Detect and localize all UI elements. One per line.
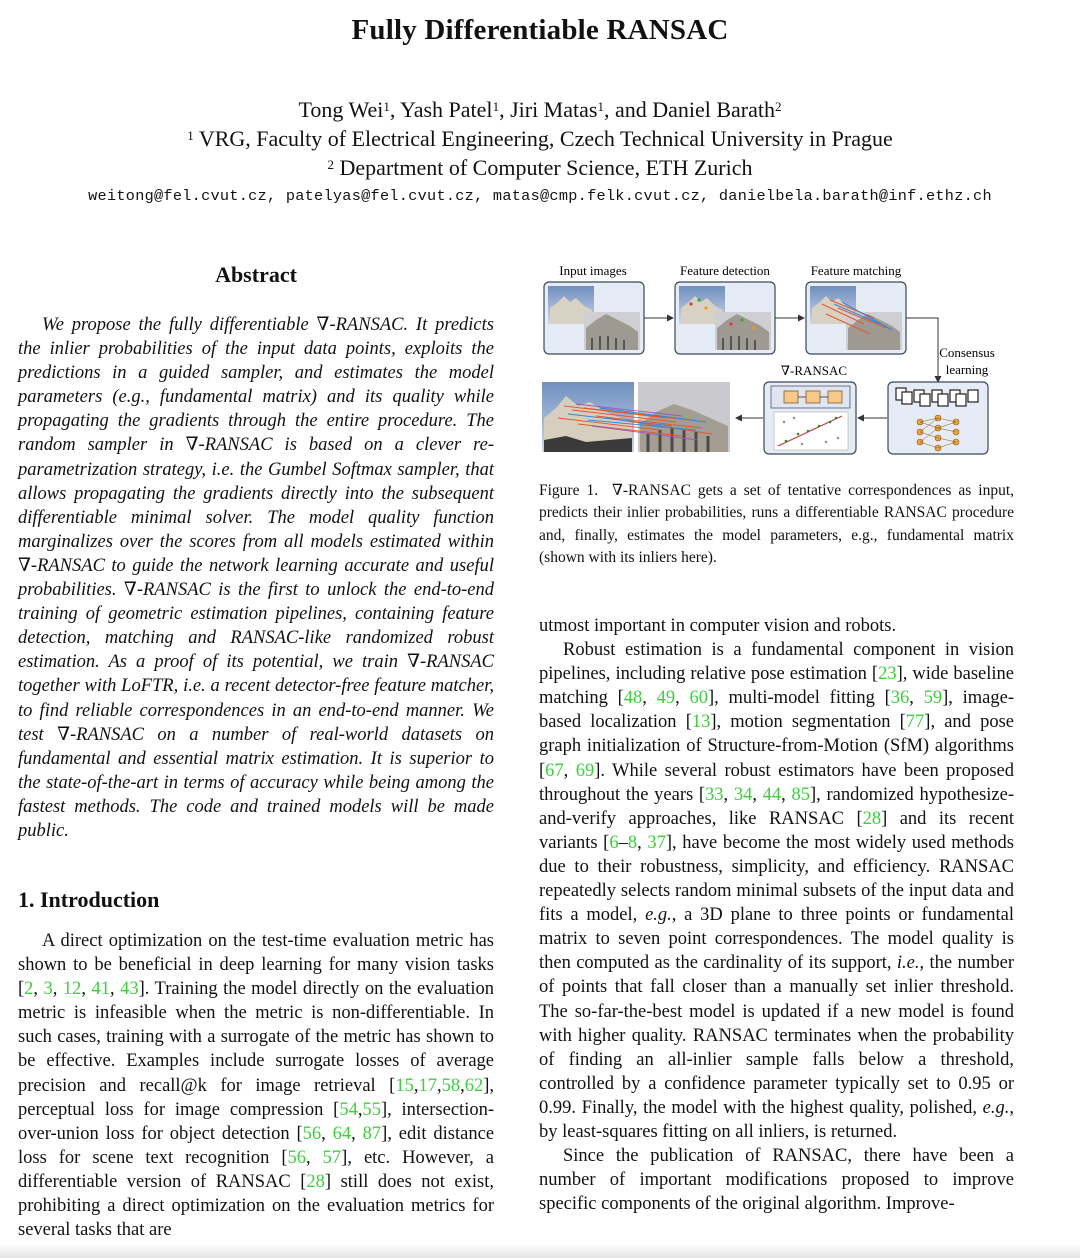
body-text: , [781, 784, 792, 805]
citation-link: 37 [647, 832, 666, 853]
body-text: , the number of points that fall closer than a manually set inlier threshold. The so-far-the-best model is updated if a new model is found with higher quality. RANSAC terminates when the probability of finding an all-inlier sample falls below a threshold, controlled by a confidence parameter typically set to 0.95 or 0.99. Finally, the model with the highest quality, polished, [539, 953, 1014, 1118]
body-text: ], multi-model fitting [ [707, 688, 891, 709]
body-text: ], perceptual loss for image compression [ [18, 1075, 494, 1120]
citation-link: 62 [464, 1075, 484, 1096]
affiliation-mark: 2 [327, 157, 334, 172]
affiliation-mark: 1 [597, 99, 604, 114]
affiliation-text: VRG, Faculty of Electrical Engineering, Czech Technical University in Prague [198, 126, 893, 151]
abstract-heading: Abstract [215, 262, 297, 287]
body-text: ], have become the most widely used methods due to their robustness, simplicity, and efficiency. RANSAC repeatedly selects random minimal subsets of the input data and fits a model, [539, 832, 1014, 926]
affiliation-text: Department of Computer Science, ETH Zurich [339, 155, 753, 180]
panel-input-images [544, 282, 644, 354]
body-text: , [460, 1075, 465, 1096]
citation-link: 60 [689, 688, 708, 709]
citation-link: 43 [120, 979, 139, 1000]
body-text: ], edit distance loss for scene text recognition [ [18, 1123, 495, 1168]
body-text: , [723, 784, 734, 805]
citation-link: 33 [705, 784, 724, 805]
citation-link: 58 [441, 1075, 461, 1096]
citation-link: 2 [24, 979, 34, 1000]
result-image-with-inliers [542, 382, 730, 452]
body-text: ] and its recent variants [ [539, 808, 1014, 853]
italic-text: i.e. [896, 953, 920, 974]
citation-link: 85 [791, 784, 810, 805]
abstract-text: We propose the fully differentiable ∇-RANSAC. It predicts the inlier probabilities of the input data points, exploits the predictions in a guided sampler, and estimates the model parameters (e.g., fundamental matrix) and its quality while propagating the gradients through the entire procedure. The random sampler in ∇-RANSAC is based on a clever re-parametrization strategy, i.e. the Gumbel Softmax sampler, that allows propagating the gradients directly into the subsequent differentiable minimal solver. The model quality function marginalizes over the scores from all models estimated within ∇-RANSAC to guide the network learning accurate and useful probabilities. ∇-RANSAC is the first to unlock the end-to-end training of geometric estimation pipelines, containing feature detection, matching and RANSAC-like randomized robust estimation. As a proof of its potential, we train ∇-RANSAC together with LoFTR, i.e. a recent detector-free feature matcher, to find reliable correspondences in an end-to-end manner. We test ∇-RANSAC on a number of real-world datasets on fundamental and essential matrix estimation. It is superior to the state-of-the-art in terms of accuracy while being among the fastest methods. The code and trained models will be made public. [18, 315, 494, 841]
citation-link: 48 [623, 688, 643, 709]
body-text: , [642, 688, 657, 709]
citation-link: 41 [91, 979, 110, 1000]
citation-link: 13 [691, 712, 711, 733]
paragraph-continuation: utmost important in computer vision and robots. [539, 616, 897, 636]
citation-link: 12 [62, 979, 82, 1000]
body-text: , [321, 1123, 333, 1144]
body-text: , [436, 1075, 442, 1096]
citation-link: 36 [890, 688, 910, 709]
citation-link: 6 [609, 832, 619, 853]
label-nabla-ransac: ∇-RANSAC [780, 363, 848, 378]
citation-link: 23 [878, 664, 897, 685]
affiliation-mark: 1 [492, 99, 500, 114]
citation-link: 28 [306, 1171, 325, 1192]
panel-feature-matching [806, 282, 906, 354]
right-column-body [539, 614, 1014, 1216]
caption-text: ∇-RANSAC gets a set of tentative correspondences as input, predicts their inlier probabilities, runs a differentiable RANSAC procedure and, finally, estimates the model parameters, e.g., fundamental matrix (shown with its inliers here). [539, 482, 1015, 567]
panel-nabla-ransac [764, 382, 856, 454]
citation-link: 57 [322, 1147, 342, 1168]
body-text: ], etc. However, a differentiable version of RANSAC [ [18, 1147, 495, 1192]
body-text: , [563, 760, 576, 781]
body-text: ], wide baseline matching [ [539, 664, 1014, 709]
citation-link: 69 [575, 760, 595, 781]
citation-link: 44 [762, 784, 782, 805]
label-learning: learning [945, 362, 989, 377]
body-text: , [675, 688, 690, 709]
body-text: , a 3D plane to three points or fundamental matrix to seven point correspondences. The model quality is then computed as the cardinality of its support, [539, 905, 1014, 974]
figure-1-caption [539, 480, 1014, 570]
caption-label: Figure 1. [539, 482, 599, 499]
body-text: Robust estimation is a fundamental component in vision pipelines, including relative pose estimation [ [539, 640, 1014, 685]
label-input-images: Input images [559, 263, 627, 278]
affiliation-mark: 1 [187, 128, 194, 143]
citation-link: 34 [733, 784, 753, 805]
affiliation-line [0, 153, 1080, 182]
citation-link: 15 [395, 1075, 414, 1096]
body-text: ]. While several robust estimators have been proposed throughout the years [ [539, 760, 1015, 805]
bottom-shadow [0, 1244, 1080, 1258]
citation-link: 28 [862, 808, 882, 829]
label-feature-detection: Feature detection [680, 263, 770, 278]
body-text: ], intersection-over-union loss for object detection [ [18, 1099, 494, 1144]
author-name: Tong Wei [298, 97, 384, 122]
citation-link: 3 [43, 979, 53, 1000]
body-text: , [752, 784, 763, 805]
panel-feature-detection [675, 282, 775, 354]
body-text: ] still does not exist, prohibiting a direct optimization on the evaluation metrics for several tasks that are [18, 1171, 494, 1241]
paragraph-robust-estimation [539, 638, 1014, 1144]
paper-title: Fully Differentiable RANSAC [351, 14, 729, 46]
citation-link: 49 [656, 688, 676, 709]
author-name: Jiri Matas [510, 97, 598, 122]
body-text: A direct optimization on the test-time evaluation metric has shown to be beneficial in deep learning for many vision tasks [ [18, 931, 494, 1000]
author-name: Daniel Barath [652, 97, 776, 122]
citation-link: 54 [339, 1099, 358, 1120]
affiliation-mark: 1 [383, 99, 390, 114]
citation-link: 59 [923, 688, 943, 709]
body-text: – [618, 832, 628, 853]
body-text: , [81, 979, 92, 1000]
body-text: , [52, 979, 63, 1000]
body-text: ]. Training the model directly on the evaluation metric is infeasible when the metric is non-differentiable. In such cases, training with a surrogate of the metric has shown to be effective. Examples include surrogate losses of average precision and recall@k for image retrieval [ [18, 979, 494, 1096]
label-consensus: Consensus [939, 345, 995, 360]
author-emails: weitong@fel.cvut.cz, patelyas@fel.cvut.cz, matas@cmp.felk.cvut.cz, danielbela.barath@inf.ethz.ch [88, 187, 992, 205]
section-heading-introduction: 1. Introduction [18, 887, 160, 912]
introduction-paragraph [18, 929, 494, 1242]
body-text: ], motion segmentation [ [710, 712, 906, 733]
citation-link: 55 [362, 1099, 381, 1120]
body-text: , [637, 832, 648, 853]
author-name: Yash Patel [400, 97, 493, 122]
label-feature-matching: Feature matching [810, 263, 902, 278]
body-text: , by least-squares fitting on all inliers, is returned. [539, 1097, 1014, 1142]
panel-consensus-network [888, 382, 988, 454]
body-text: ], and pose graph initialization of Structure-from-Motion (SfM) algorithms [ [539, 712, 1014, 781]
body-text: , [306, 1147, 323, 1168]
body-text: , [351, 1123, 363, 1144]
citation-link: 77 [905, 712, 925, 733]
citation-link: 17 [418, 1075, 437, 1096]
citation-link: 87 [362, 1123, 382, 1144]
body-text: , [413, 1075, 419, 1096]
author-list: Tong Wei$^1$, Yash Patel$^1$, Jiri Matas$^1$, and Daniel Barath$^2$ [298, 97, 782, 122]
paragraph-ransac-modifications: Since the publication of RANSAC, there have been a number of important modifications proposed to improve specific components of the original algorithm. Improve- [539, 1146, 1014, 1215]
body-text: ], image-based localization [ [539, 688, 1014, 733]
affiliation-line [0, 124, 1080, 153]
figure-1-pipeline [536, 258, 1012, 468]
citation-link: 67 [545, 760, 564, 781]
body-text: ], randomized hypothesize-and-verify approaches, like RANSAC [ [539, 784, 1014, 829]
citation-link: 8 [627, 832, 638, 853]
citation-link: 56 [302, 1123, 322, 1144]
body-text: , [33, 979, 44, 1000]
citation-link: 64 [332, 1123, 352, 1144]
author-block [0, 95, 1080, 182]
italic-text: e.g. [645, 905, 672, 926]
body-text: , [909, 688, 924, 709]
body-text: , [357, 1099, 363, 1120]
citation-link: 56 [287, 1147, 307, 1168]
affiliation-mark: 2 [775, 99, 782, 114]
italic-text: e.g. [982, 1097, 1010, 1118]
body-text: , [110, 979, 121, 1000]
